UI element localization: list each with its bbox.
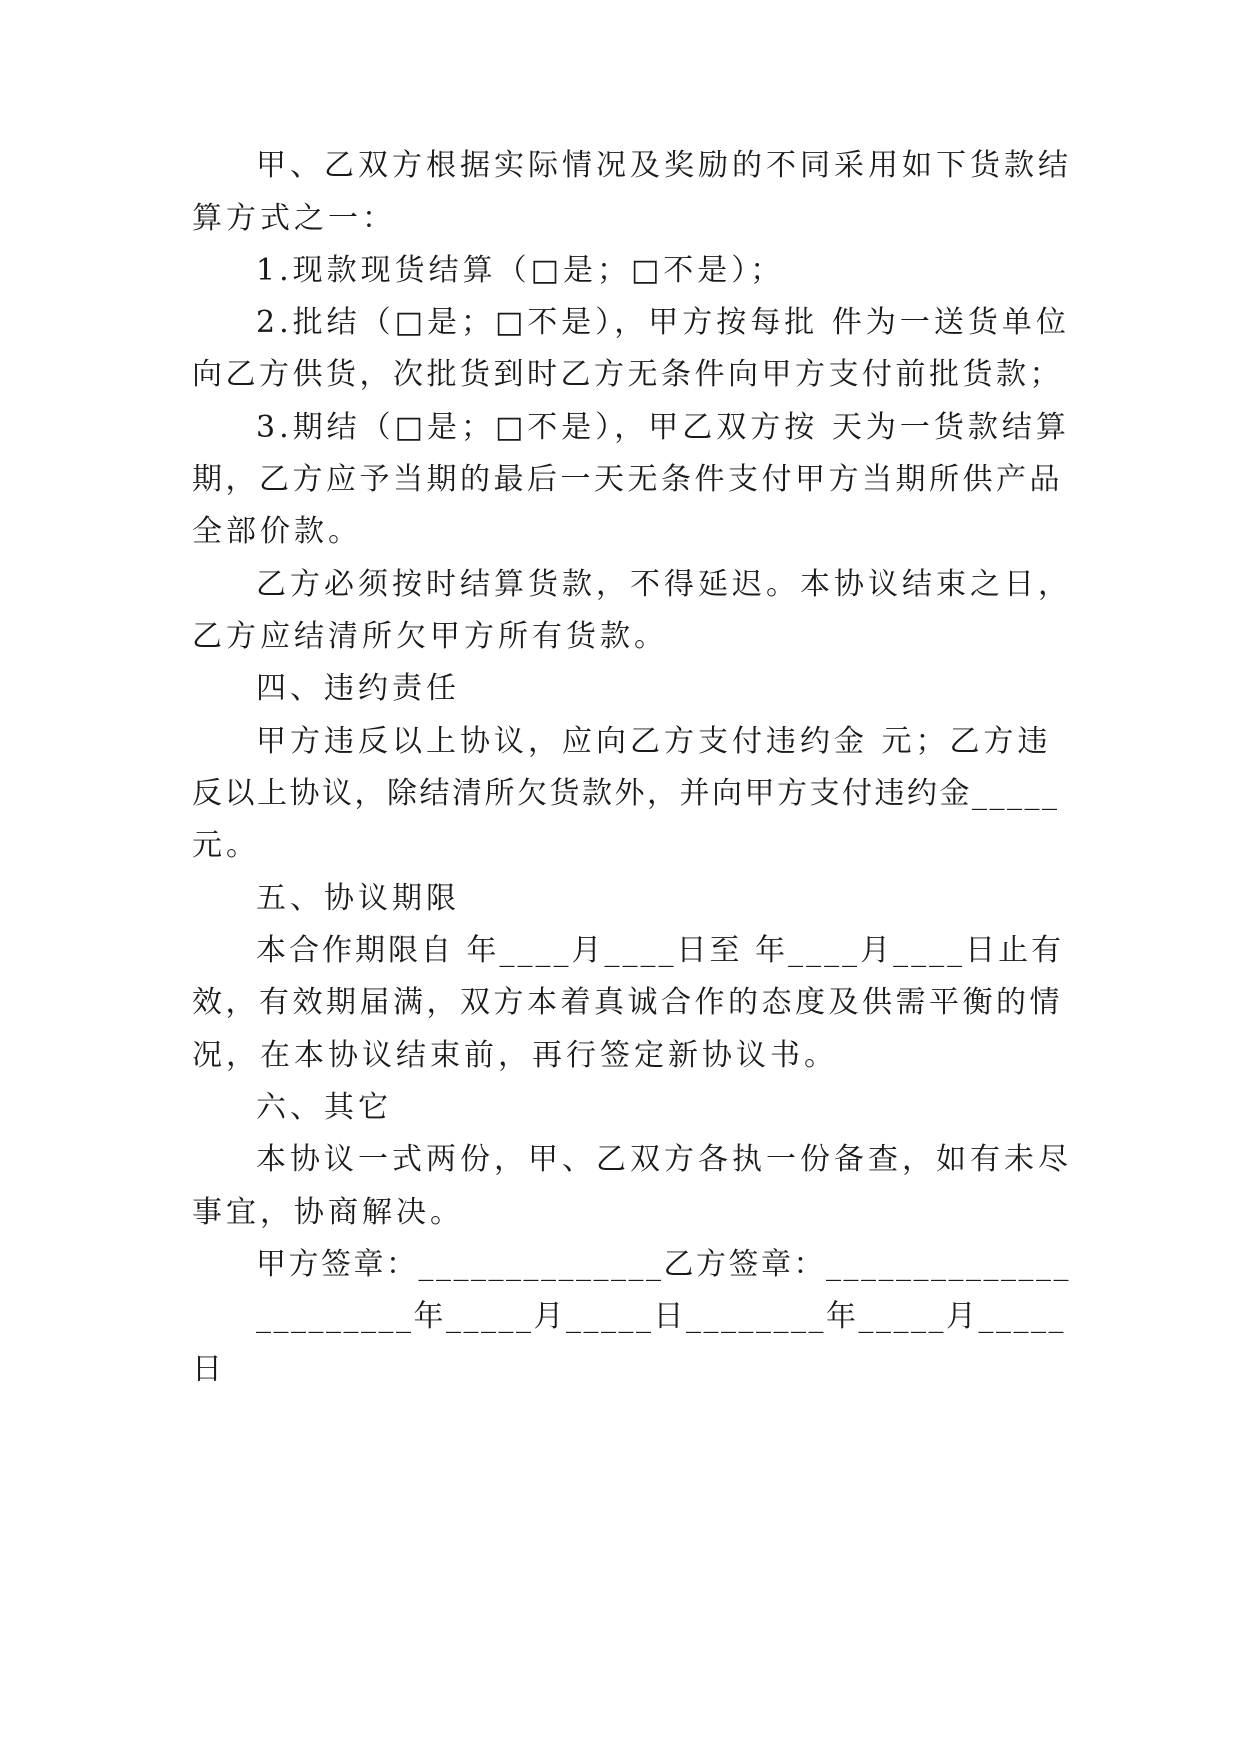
- paragraph-line: 本协议一式两份，甲、乙双方各执一份备查，如有未尽: [256, 1142, 1072, 1177]
- paragraph-line: 元。: [192, 828, 260, 863]
- paragraph-line: 期，乙方应予当期的最后一天无条件支付甲方当期所供产品: [192, 462, 1063, 497]
- paragraph-line: 乙方必须按时结算货款，不得延迟。本协议结束之日，: [256, 567, 1072, 602]
- paragraph-line: 甲、乙双方根据实际情况及奖励的不同采用如下货款结: [256, 148, 1072, 183]
- paragraph-line: 1.现款现货结算（□是；□不是）；: [256, 253, 785, 288]
- date-line: _________年_____月_____日________年_____月_____: [256, 1299, 1066, 1334]
- date-line: 日: [192, 1352, 226, 1387]
- paragraph-line: 2.批结（□是；□不是），甲方按每批 件为一送货单位: [256, 305, 1070, 340]
- paragraph-line: 3.期结（□是；□不是），甲乙双方按 天为一货款结算: [256, 410, 1070, 445]
- paragraph-line: 事宜，协商解决。: [192, 1195, 464, 1230]
- section-heading: 四、违约责任: [256, 671, 460, 706]
- paragraph-line: 甲方违反以上协议，应向乙方支付违约金 元；乙方违: [256, 724, 1052, 759]
- paragraph-line: 全部价款。: [192, 514, 362, 549]
- section-heading: 五、协议期限: [256, 881, 460, 916]
- paragraph-line: 向乙方供货，次批货到时乙方无条件向甲方支付前批货款；: [192, 357, 1063, 392]
- signature-line: 甲方签章：______________乙方签章：______________: [256, 1247, 1071, 1282]
- paragraph-line: 反以上协议，除结清所欠货款外，并向甲方支付违约金_____: [192, 776, 1060, 811]
- section-heading: 六、其它: [256, 1090, 392, 1125]
- paragraph-line: 况，在本协议结束前，再行签定新协议书。: [192, 1038, 838, 1073]
- paragraph-line: 乙方应结清所欠甲方所有货款。: [192, 619, 668, 654]
- paragraph-line: 本合作期限自 年____月____日至 年____月____日止有: [256, 933, 1065, 968]
- paragraph-line: 算方式之一：: [192, 201, 396, 236]
- paragraph-line: 效，有效期届满，双方本着真诚合作的态度及供需平衡的情: [192, 985, 1063, 1020]
